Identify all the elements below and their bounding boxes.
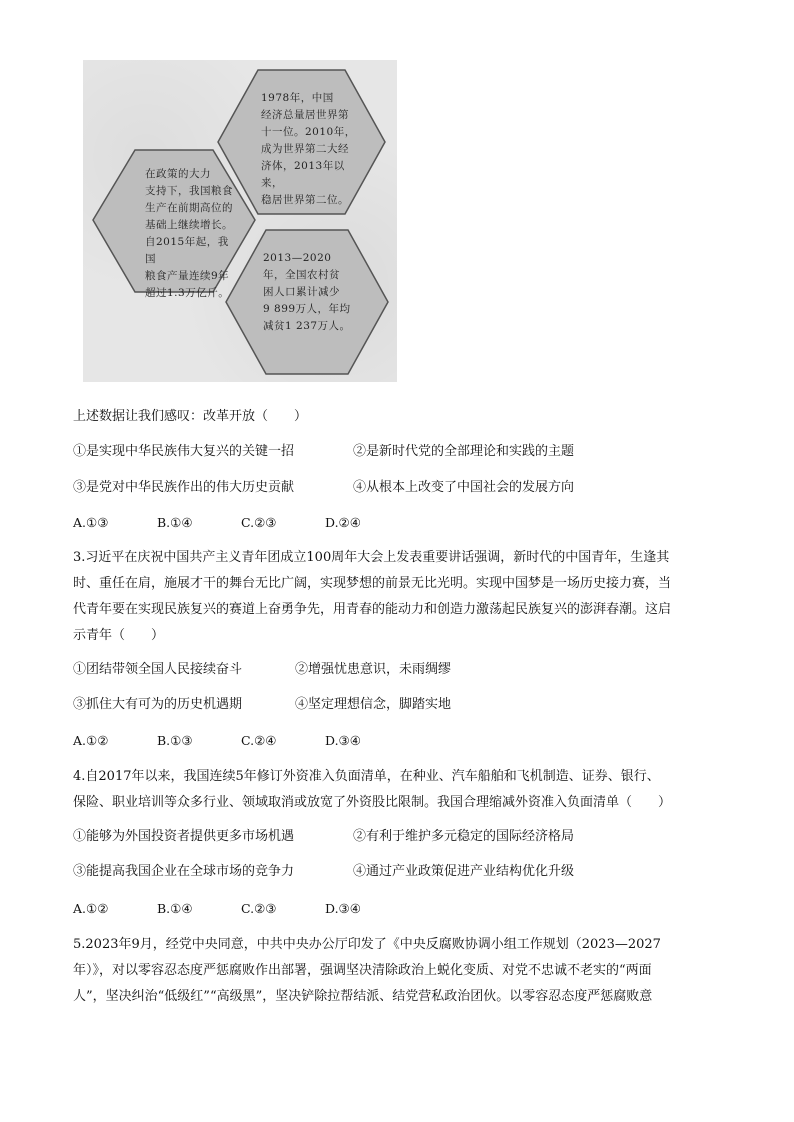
q4-option-c[interactable]: C.②③ bbox=[241, 901, 277, 916]
hexagon-grain-text: 在政策的大力 支持下，我国粮食 生产在前期高位的 基础上继续增长。 自2015年起，我国 粮食产量连续9年 超过1.3万亿斤。 bbox=[145, 168, 233, 299]
q4-statements-row2 bbox=[73, 864, 575, 880]
q5-stem-line3: 人”，坚决纠治“低级红”“高级黑”，坚决铲除拉帮结派、结党营私政治团伙。以零容忍态度严惩腐败意 bbox=[73, 989, 653, 1004]
hexagon-figure bbox=[83, 60, 397, 382]
q2-statement-1: ①是实现中华民族伟大复兴的关键一招 bbox=[73, 444, 295, 459]
q3-option-a[interactable]: A.①② bbox=[73, 733, 109, 748]
q4-option-b[interactable]: B.①④ bbox=[157, 901, 193, 916]
q4-option-a[interactable]: A.①② bbox=[73, 901, 109, 916]
q2-statement-2: ②是新时代党的全部理论和实践的主题 bbox=[353, 444, 575, 459]
q4-stem-line1: 4.自2017年以来，我国连续5年修订外资准入负面清单，在种业、汽车船舶和飞机制造、证券、银行、 bbox=[73, 769, 660, 784]
q3-stem-line3: 代青年要在实现民族复兴的赛道上奋勇争先，用青春的能动力和创造力激荡起民族复兴的澎湃春潮。这启 bbox=[73, 602, 672, 617]
q5-stem-line2: 年）》，对以零容忍态度严惩腐败作出部署，强调坚决清除政治上蜕化变质、对党不忠诚不老实的“两面 bbox=[73, 963, 652, 978]
q3-stem-line1: 3.习近平在庆祝中国共产主义青年团成立100周年大会上发表重要讲话强调，新时代的中国青年，生逢其 bbox=[73, 550, 670, 565]
q3-stem-line2: 时、重任在肩，施展才干的舞台无比广阔，实现梦想的前景无比光明。实现中国梦是一场历史接力赛，当 bbox=[73, 576, 672, 591]
q2-option-d[interactable]: D.②④ bbox=[325, 515, 361, 530]
q3-statement-1: ①团结带领全国人民接续奋斗 bbox=[73, 662, 243, 677]
q3-options bbox=[73, 733, 409, 749]
q4-statement-3: ③能提高我国企业在全球市场的竞争力 bbox=[73, 864, 295, 879]
q3-option-d[interactable]: D.③④ bbox=[325, 733, 361, 748]
q2-statements-row2 bbox=[73, 480, 575, 496]
q4-statement-1: ①能够为外国投资者提供更多市场机遇 bbox=[73, 829, 295, 844]
q3-option-c[interactable]: C.②④ bbox=[241, 733, 277, 748]
q2-option-b[interactable]: B.①④ bbox=[157, 515, 193, 530]
q3-statement-3: ③抓住大有可为的历史机遇期 bbox=[73, 697, 243, 712]
q4-statements-row1 bbox=[73, 829, 575, 845]
q3-statement-2: ②增强忧患意识，未雨绸缪 bbox=[295, 662, 452, 677]
q4-statement-2: ②有利于维护多元稳定的国际经济格局 bbox=[353, 829, 575, 844]
q2-stem: 上述数据让我们感叹：改革开放（ ） bbox=[73, 409, 308, 424]
q4-statement-4: ④通过产业政策促进产业结构优化升级 bbox=[353, 864, 575, 879]
q2-statement-3: ③是党对中华民族作出的伟大历史贡献 bbox=[73, 480, 295, 495]
q2-option-a[interactable]: A.①③ bbox=[73, 515, 109, 530]
hexagon-poverty-text: 2013—2020 年，全国农村贫 困人口累计减少 9 899万人，年均 减贫1 237万人。 bbox=[263, 252, 351, 332]
q2-statement-4: ④从根本上改变了中国社会的发展方向 bbox=[353, 480, 575, 495]
q2-option-c[interactable]: C.②③ bbox=[241, 515, 277, 530]
q4-options bbox=[73, 901, 409, 917]
q4-option-d[interactable]: D.③④ bbox=[325, 901, 361, 916]
q3-option-b[interactable]: B.①③ bbox=[157, 733, 193, 748]
q3-statements-row1 bbox=[73, 662, 452, 678]
q5-stem-line1: 5.2023年9月，经党中央同意，中共中央办公厅印发了《中央反腐败协调小组工作规划（2023—2027 bbox=[73, 937, 661, 952]
q4-stem-line2: 保险、职业培训等众多行业、领域取消或放宽了外资股比限制。我国合理缩减外资准入负面清单（ ） bbox=[73, 795, 672, 810]
q3-statement-4: ④坚定理想信念，脚踏实地 bbox=[295, 697, 452, 712]
q2-options bbox=[73, 515, 409, 531]
q3-statements-row2 bbox=[73, 697, 452, 713]
q2-statements-row1 bbox=[73, 444, 575, 460]
hexagon-economy-text: 1978年，中国 经济总量居世界第 十一位。2010年， 成为世界第二大经 济体，2013年以来， 稳居世界第二位。 bbox=[261, 92, 356, 206]
q3-stem-line4: 示青年（ ） bbox=[73, 628, 165, 643]
